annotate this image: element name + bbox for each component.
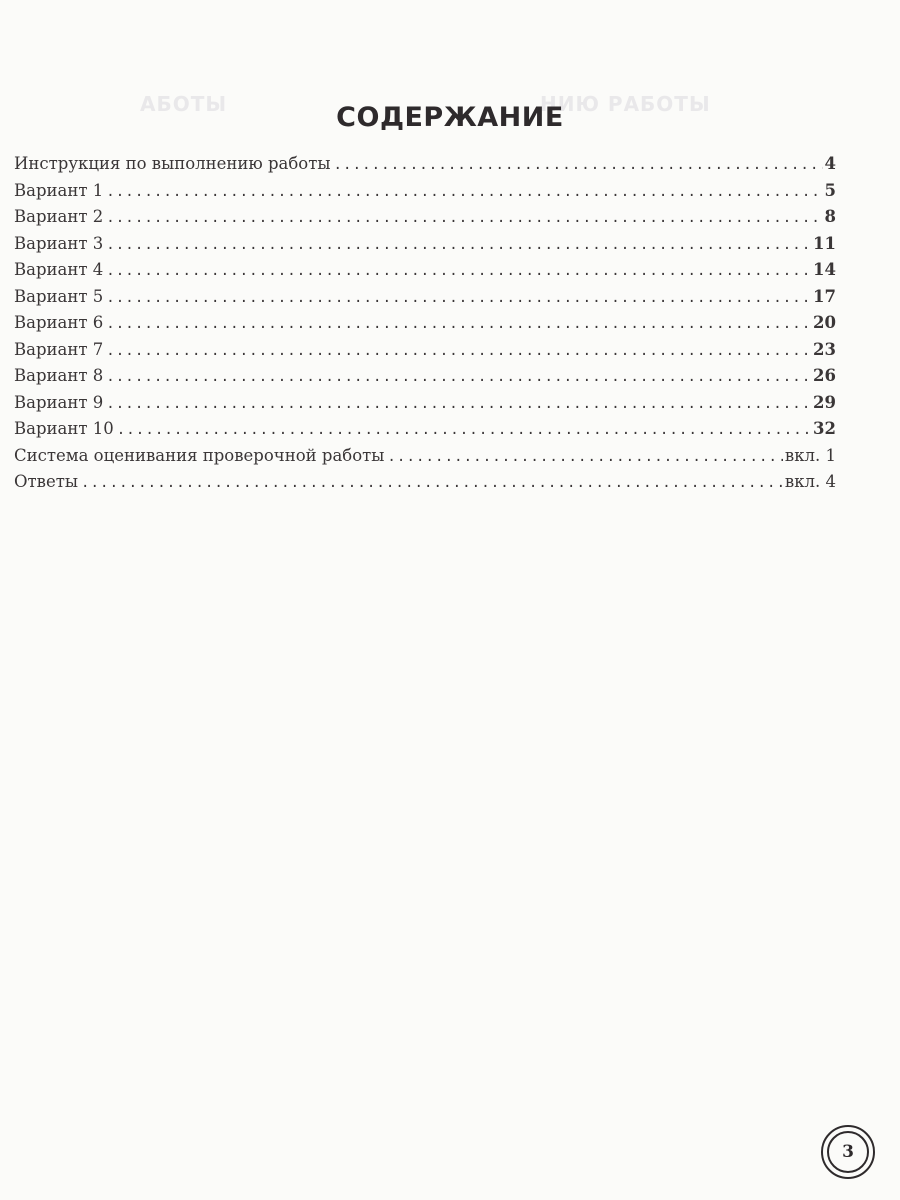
toc-entry-variant-9[interactable]	[14, 393, 836, 420]
toc-entry-variant-7[interactable]	[14, 340, 836, 367]
toc-entry-page: 23	[813, 339, 836, 359]
dot-leader	[106, 316, 811, 332]
toc-entry-label: Вариант 5	[14, 286, 104, 306]
toc-entry-label: Вариант 3	[14, 233, 104, 253]
page-title: СОДЕРЖАНИЕ	[336, 102, 564, 134]
toc-entry-variant-10[interactable]	[14, 419, 836, 446]
dot-leader	[106, 184, 822, 200]
toc-entry-page: 26	[813, 366, 836, 385]
show-through-text: АБОТЫ	[140, 92, 228, 116]
table-of-contents	[14, 154, 836, 499]
toc-entry-label: Вариант 2	[14, 207, 104, 226]
toc-entry-label: Система оценивания проверочной работы	[14, 445, 385, 465]
dot-leader	[106, 263, 811, 279]
toc-entry-label: Вариант 9	[14, 392, 104, 412]
dot-leader	[106, 237, 811, 253]
toc-entry-label: Вариант 1	[14, 180, 104, 200]
toc-entry-page: 29	[813, 392, 836, 412]
toc-entry-page: 14	[813, 260, 836, 279]
dot-leader	[106, 290, 811, 306]
toc-entry-label: Инструкция по выполнению работы	[14, 154, 331, 173]
dot-leader	[81, 475, 783, 491]
dot-leader	[387, 449, 783, 465]
toc-entry-variant-6[interactable]	[14, 313, 836, 340]
toc-entry-variant-8[interactable]	[14, 366, 836, 393]
toc-entry-label: Вариант 4	[14, 260, 104, 279]
show-through-text: НИЮ РАБОТЫ	[540, 92, 711, 116]
toc-entry-variant-5[interactable]	[14, 287, 836, 314]
toc-entry-variant-2[interactable]	[14, 207, 836, 234]
toc-entry-label: Вариант 10	[14, 419, 114, 438]
toc-entry-label: Вариант 7	[14, 339, 104, 359]
page-number-badge	[821, 1125, 875, 1179]
toc-entry-page: 8	[824, 207, 836, 226]
toc-entry-page: 11	[813, 233, 836, 253]
toc-entry-page: вкл. 4	[784, 472, 836, 491]
toc-entry-label: Вариант 6	[14, 313, 104, 332]
toc-entry-page: 17	[813, 286, 836, 306]
dot-leader	[117, 422, 811, 438]
dot-leader	[334, 157, 823, 173]
toc-entry-page: 32	[813, 419, 836, 438]
toc-entry-variant-4[interactable]	[14, 260, 836, 287]
toc-entry-page: 5	[824, 180, 836, 200]
dot-leader	[106, 210, 822, 226]
toc-entry-answers[interactable]	[14, 472, 836, 499]
dot-leader	[106, 396, 811, 412]
toc-entry-page: 4	[824, 154, 836, 173]
toc-entry-variant-3[interactable]	[14, 234, 836, 261]
toc-entry-label: Вариант 8	[14, 366, 104, 385]
toc-entry-page: 20	[813, 313, 836, 332]
dot-leader	[106, 369, 811, 385]
toc-entry-label: Ответы	[14, 472, 78, 491]
toc-entry-variant-1[interactable]	[14, 181, 836, 208]
toc-entry-page: вкл. 1	[784, 445, 836, 465]
dot-leader	[106, 343, 811, 359]
toc-entry-grading-system[interactable]	[14, 446, 836, 473]
page-number: 3	[827, 1131, 869, 1173]
toc-entry-instruction[interactable]	[14, 154, 836, 181]
